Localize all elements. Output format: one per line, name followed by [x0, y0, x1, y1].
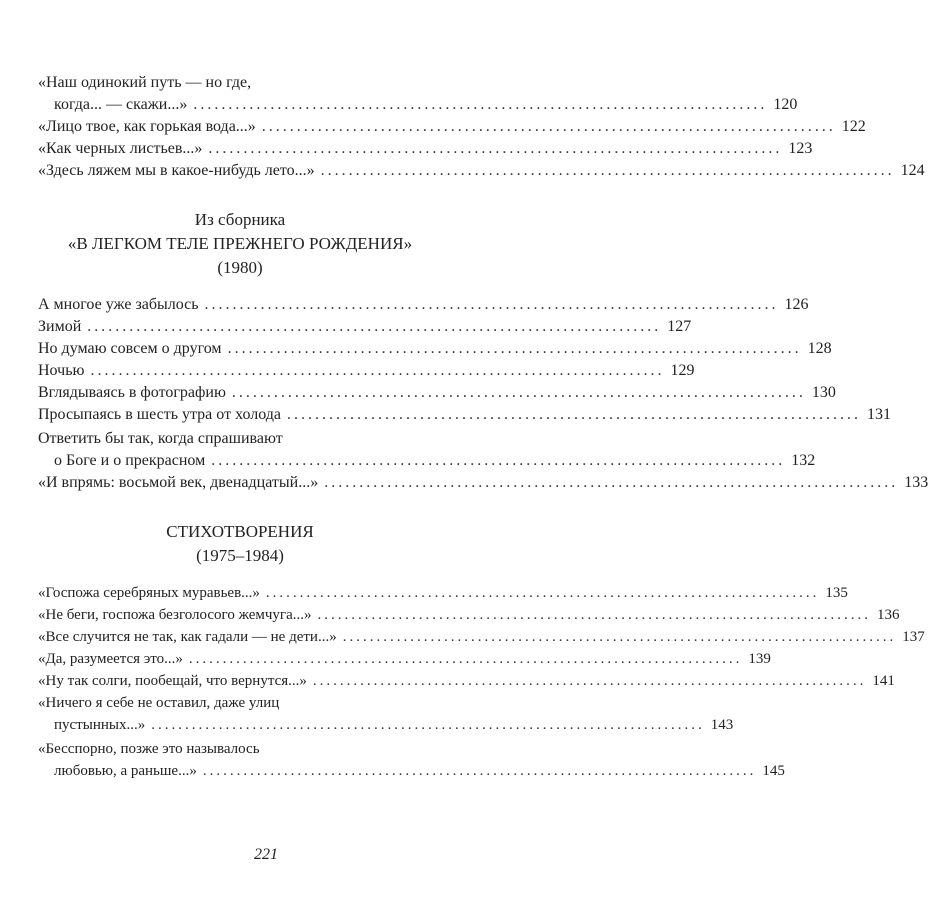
toc-entry-title: любовью, а раньше...»: [54, 763, 197, 779]
toc-entry-title: «Как черных листьев...»: [38, 140, 203, 157]
toc-entry-title: Ночью: [38, 362, 85, 379]
dot-leader: ..................................................................................: [312, 673, 867, 689]
dot-leader: ..................................................................................: [188, 651, 743, 667]
toc-entry: [38, 428, 816, 472]
toc-entry: [38, 582, 848, 604]
section-year: (1980): [217, 258, 263, 277]
dot-leader: ..................................................................................: [193, 96, 768, 113]
toc-entry-title: когда... — скажи...»: [54, 96, 188, 113]
toc-page-number: 129: [670, 362, 695, 379]
toc-page-number: 137: [902, 629, 925, 645]
toc-entry: [38, 138, 813, 160]
toc-entry-title: «Не беги, госпожа безголосого жемчуга...»: [38, 607, 312, 623]
toc-page-number: 128: [807, 340, 832, 357]
toc-entry: [38, 670, 895, 692]
toc-entry: [38, 692, 734, 736]
toc-page-number: 120: [773, 96, 798, 113]
toc-page-number: 124: [900, 162, 925, 179]
toc-entry: [38, 360, 695, 382]
toc-entry-title: «Ну так солги, пообещай, что вернутся...»: [38, 673, 307, 689]
dot-leader: ..................................................................................: [208, 140, 783, 157]
section-subtitle: Из сборника: [194, 210, 286, 229]
toc-page-number: 131: [867, 406, 892, 423]
dot-leader: ..................................................................................: [151, 717, 705, 733]
toc-page-number: 133: [904, 474, 928, 491]
toc-entry-title-line1: Ответить бы так, когда спрашивают: [38, 430, 283, 447]
toc-entry: [38, 382, 836, 404]
dot-leader: ..................................................................................: [202, 763, 757, 779]
toc-entry-title: «Да, разумеется это...»: [38, 651, 183, 667]
toc-page-number: 122: [841, 118, 866, 135]
dot-leader: ..................................................................................: [265, 585, 820, 601]
section-year: (1975–1984): [196, 546, 284, 565]
toc-entry: [38, 404, 892, 426]
dot-leader: ..................................................................................: [87, 318, 662, 335]
section-heading-poems: [38, 520, 442, 568]
toc-page-number: 132: [791, 452, 816, 469]
dot-leader: ..................................................................................: [287, 406, 862, 423]
toc-entry: [38, 116, 866, 138]
toc-page-number: 135: [825, 585, 848, 601]
dot-leader: ..................................................................................: [231, 384, 806, 401]
toc-page-number: 141: [872, 673, 895, 689]
toc-page-number: 126: [784, 296, 809, 313]
section-heading-collection: [38, 208, 442, 280]
toc-entry: [38, 294, 809, 316]
section-title: «В ЛЕГКОМ ТЕЛЕ ПРЕЖНЕГО РОЖДЕНИЯ»: [67, 234, 413, 253]
toc-entry-title: Просыпаясь в шесть утра от холода: [38, 406, 282, 423]
toc-entry-title: «Здесь ляжем мы в какое-нибудь лето...»: [38, 162, 315, 179]
toc-page-number: 127: [667, 318, 692, 335]
toc-entry-title: Вглядываясь в фотографию: [38, 384, 226, 401]
toc-entry-title: «Госпожа серебряных муравьев...»: [38, 585, 260, 601]
toc-entry: [38, 472, 928, 494]
toc-entry: [38, 338, 832, 360]
dot-leader: ..................................................................................: [342, 629, 897, 645]
dot-leader: ..................................................................................: [261, 118, 836, 135]
toc-entry: [38, 72, 798, 116]
dot-leader: ..................................................................................: [324, 474, 899, 491]
toc-entry: [38, 626, 925, 648]
toc-entry-title-line1: «Наш одинокий путь — но где,: [38, 74, 252, 91]
dot-leader: ..................................................................................: [317, 607, 871, 623]
toc-entry-title: «Лицо твое, как горькая вода...»: [38, 118, 256, 135]
toc-entry: [38, 316, 692, 338]
toc-entry-title: Зимой: [38, 318, 82, 335]
dot-leader: ..................................................................................: [227, 340, 802, 357]
toc-entry-title: «Все случится не так, как гадали — не дети...»: [38, 629, 337, 645]
toc-page-number: 143: [710, 717, 734, 733]
toc-entry-title: Но думаю совсем о другом: [38, 340, 222, 357]
page-number-footer: 221: [254, 846, 278, 863]
toc-entry-title: «И впрямь: восьмой век, двенадцатый...»: [38, 474, 319, 491]
toc-entry-title: А многое уже забылось: [38, 296, 199, 313]
toc-entry: [38, 160, 925, 182]
toc-entry-title-line1: «Ничего я себе не оставил, даже улиц: [38, 695, 280, 711]
toc-entry: [38, 648, 771, 670]
toc-page-number: 123: [788, 140, 813, 157]
toc-entry-title: о Боге и о прекрасном: [54, 452, 206, 469]
dot-leader: ..................................................................................: [211, 452, 786, 469]
toc-page-number: 145: [762, 763, 785, 779]
toc-entry-title: пустынных...»: [54, 717, 146, 733]
toc-page-number: 136: [877, 607, 900, 623]
dot-leader: ..................................................................................: [320, 162, 895, 179]
section-title: СТИХОТВОРЕНИЯ: [166, 522, 314, 541]
toc-entry: [38, 604, 900, 626]
toc-entry: [38, 738, 785, 782]
dot-leader: ..................................................................................: [204, 296, 779, 313]
toc-entry-title-line1: «Бесспорно, позже это называлось: [38, 741, 260, 757]
toc-page-number: 130: [811, 384, 836, 401]
dot-leader: ..................................................................................: [90, 362, 665, 379]
toc-page-number: 139: [748, 651, 771, 667]
